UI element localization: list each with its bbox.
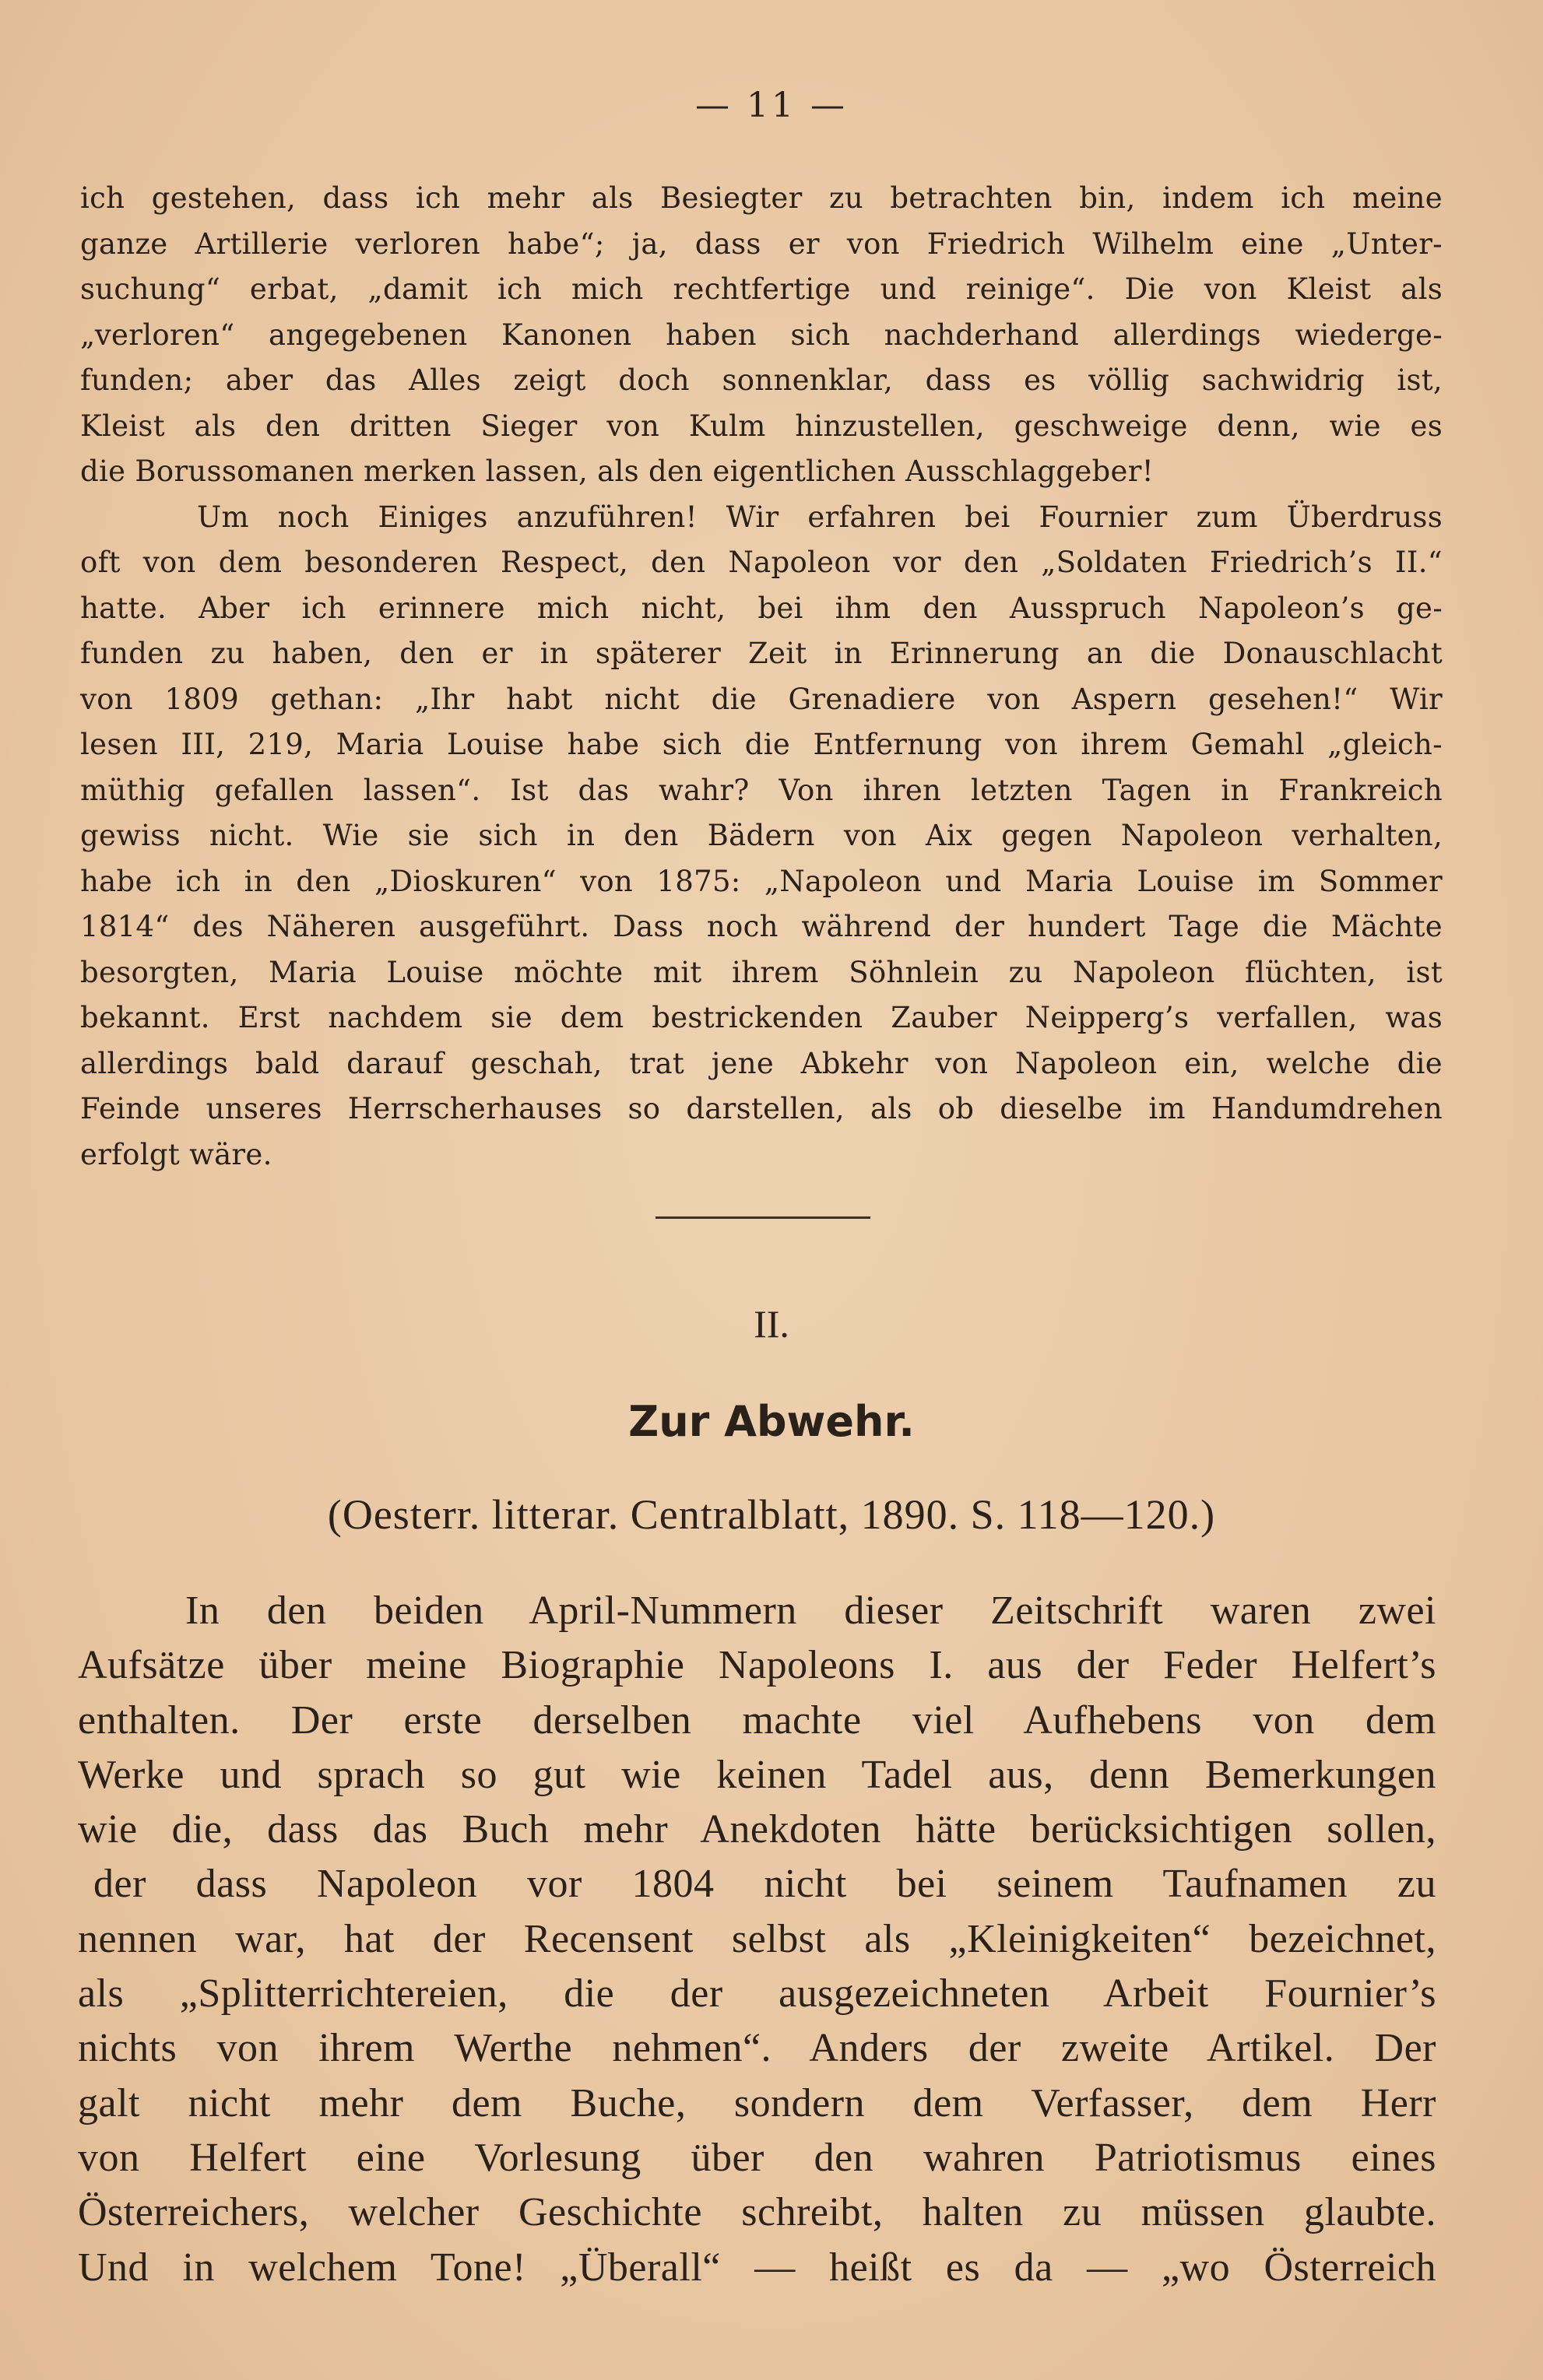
text-line: von 1809 gethan: „Ihr habt nicht die Grenadiere von Aspern gesehen!“ Wir: [80, 682, 1443, 716]
text-line: ganze Artillerie verloren habe“; ja, dass er von Friedrich Wilhelm eine „Unter-: [80, 226, 1443, 261]
text-line: besorgten, Maria Louise möchte mit ihrem Söhnlein zu Napoleon flüchten, ist: [80, 955, 1443, 989]
page-number: — 11 —: [695, 86, 848, 125]
text-line: Österreichers, welcher Geschichte schreibt, halten zu müssen glaubte.: [78, 2190, 1436, 2235]
text-line: erfolgt wäre.: [80, 1137, 272, 1171]
text-line: wie die, dass das Buch mehr Anekdoten hätte berücksichtigen sollen,: [78, 1807, 1436, 1852]
text-line: allerdings bald darauf geschah, trat jene Abkehr von Napoleon ein, welche die: [80, 1046, 1443, 1080]
text-line: suchung“ erbat, „damit ich mich rechtfertige und reinige“. Die von Kleist als: [80, 272, 1443, 306]
text-line: hatte. Aber ich erinnere mich nicht, bei ihm den Ausspruch Napoleon’s ge-: [80, 591, 1443, 625]
chapter-text-block: [78, 1584, 1436, 2295]
text-line: galt nicht mehr dem Buche, sondern dem Verfasser, dem Herr: [78, 2080, 1436, 2126]
text-line: von Helfert eine Vorlesung über den wahren Patriotismus eines: [78, 2135, 1436, 2180]
text-line: „verloren“ angegebenen Kanonen haben sich nachderhand allerdings wiederge-: [80, 318, 1443, 352]
text-line: nennen war, hat der Recensent selbst als „Kleinigkeiten“ bezeichnet,: [78, 1916, 1436, 1961]
text-line: oft von dem besonderen Respect, den Napoleon vor den „Soldaten Friedrich’s II.“: [80, 546, 1443, 579]
text-line: Und in welchem Tone! „Überall“ — heißt es da — „wo Österreich: [78, 2245, 1436, 2290]
chapter-title: Zur Abwehr.: [628, 1397, 915, 1446]
text-line: In den beiden April-Nummern dieser Zeitschrift waren zwei: [185, 1588, 1436, 1633]
text-line: enthalten. Der erste derselben machte viel Aufhebens von dem: [78, 1697, 1436, 1743]
text-line: nichts von ihrem Werthe nehmen“. Anders der zweite Artikel. Der: [78, 2026, 1436, 2071]
source-citation: (Oesterr. litterar. Centralblatt, 1890. S. 118—120.): [327, 1491, 1216, 1538]
text-line: Feinde unseres Herrscherhauses so darstellen, als ob dieselbe im Handumdrehen: [80, 1092, 1443, 1125]
text-line: Werke und sprach so gut wie keinen Tadel aus, denn Bemerkungen: [78, 1752, 1436, 1797]
text-line: Kleist als den dritten Sieger von Kulm hinzustellen, geschweige denn, wie es: [80, 409, 1443, 443]
section-divider: [656, 1216, 870, 1219]
text-line: als „Splitterrichtereien, die der ausgezeichneten Arbeit Fournier’s: [78, 1971, 1436, 2017]
text-line: 1814“ des Näheren ausgeführt. Dass noch während der hundert Tage die Mächte: [80, 910, 1443, 943]
chapter-number: II.: [754, 1302, 789, 1346]
text-line: gewiss nicht. Wie sie sich in den Bädern von Aix gegen Napoleon verhalten,: [80, 819, 1443, 852]
text-line: Um noch Einiges anzuführen! Wir erfahren bei Fournier zum Überdruss: [197, 500, 1443, 534]
text-line: der dass Napoleon vor 1804 nicht bei seinem Taufnamen zu: [93, 1862, 1436, 1907]
text-line: die Borussomanen merken lassen, als den eigentlichen Ausschlaggeber!: [80, 455, 1154, 488]
text-line: Aufsätze über meine Biographie Napoleons I. aus der Feder Helfert’s: [78, 1643, 1436, 1688]
text-line: müthig gefallen lassen“. Ist das wahr? Von ihren letzten Tagen in Frankreich: [80, 773, 1443, 807]
text-line: habe ich in den „Dioskuren“ von 1875: „Napoleon und Maria Louise im Sommer: [80, 864, 1443, 898]
text-line: funden; aber das Alles zeigt doch sonnenklar, dass es völlig sachwidrig ist,: [80, 363, 1443, 397]
text-line: bekannt. Erst nachdem sie dem bestrickenden Zauber Neipperg’s verfallen, was: [80, 1001, 1443, 1034]
continued-text-block: [80, 176, 1443, 1178]
text-line: lesen III, 219, Maria Louise habe sich die Entfernung von ihrem Gemahl „gleich-: [80, 728, 1443, 761]
text-line: ich gestehen, dass ich mehr als Besiegter zu betrachten bin, indem ich meine: [80, 181, 1443, 215]
text-line: funden zu haben, den er in späterer Zeit in Erinnerung an die Donauschlacht: [80, 637, 1443, 670]
